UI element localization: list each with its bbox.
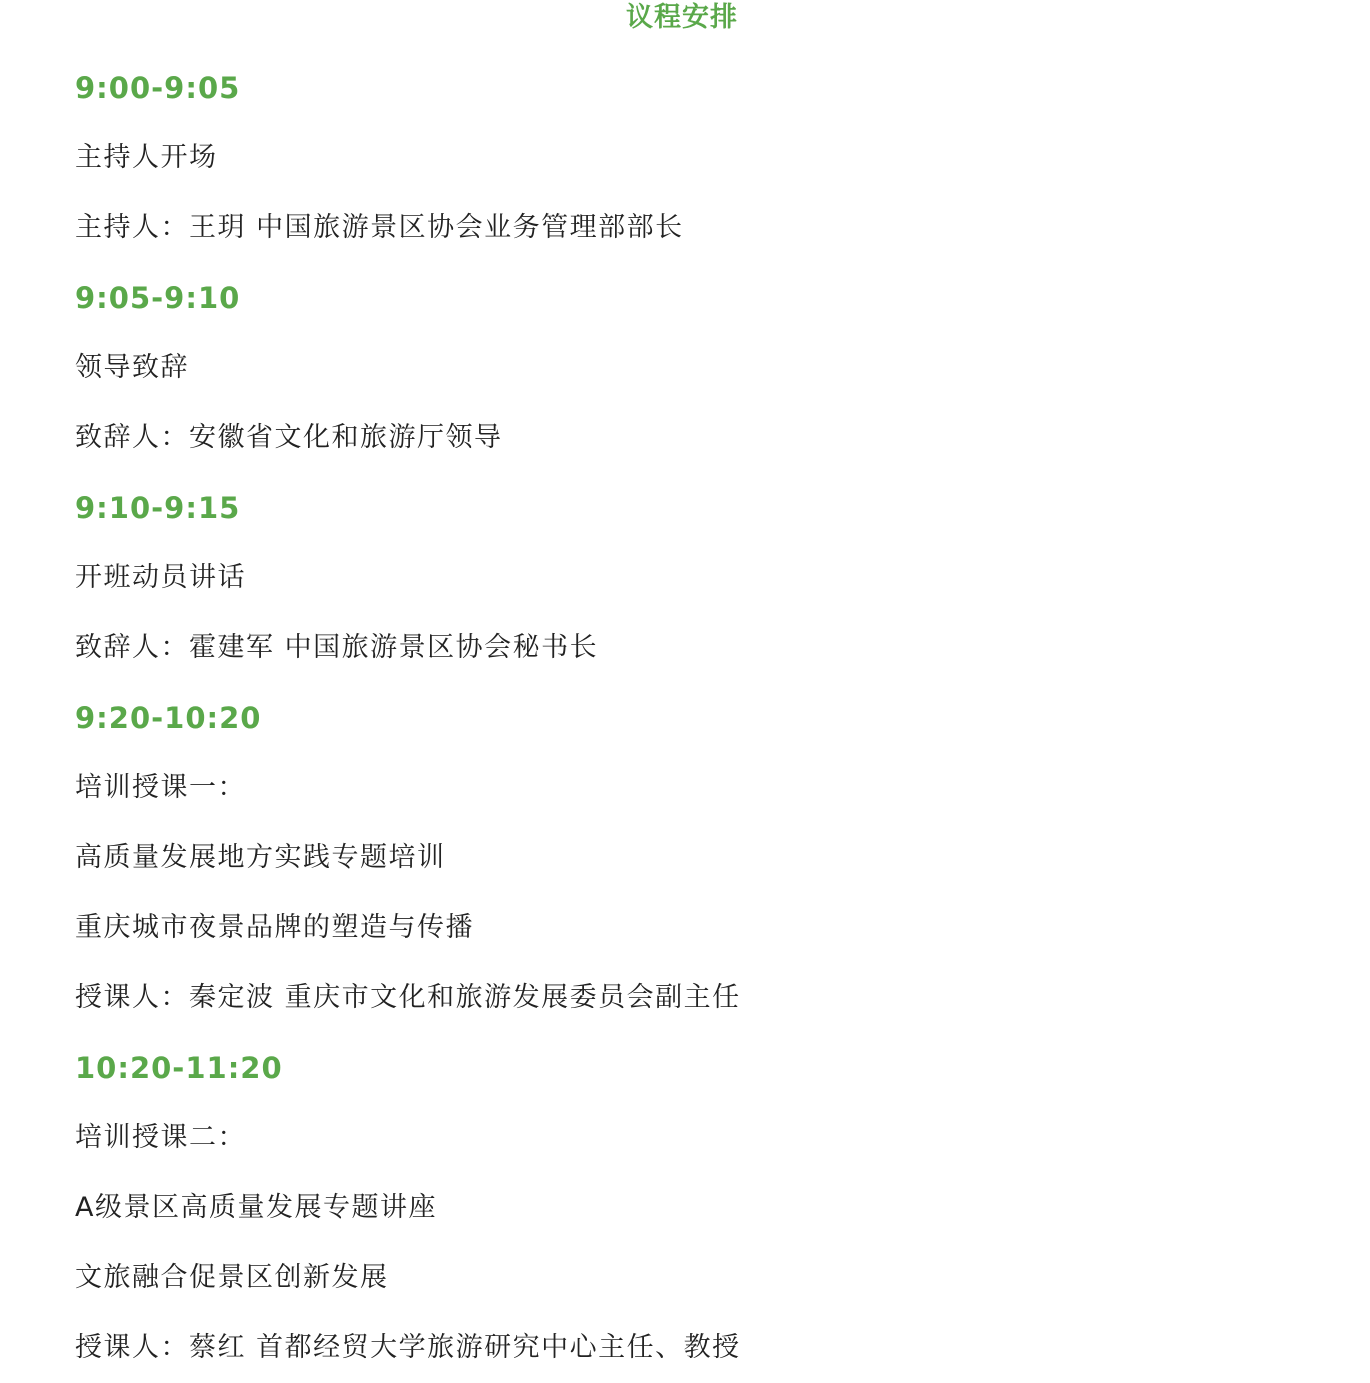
session-speaker: 授课人：蔡红 首都经贸大学旅游研究中心主任、教授 [75,1332,741,1363]
lecture-subtitle: 重庆城市夜景品牌的塑造与传播 [75,912,474,943]
lecture-title: 高质量发展地方实践专题培训 [75,842,446,873]
session-topic: 开班动员讲话 [75,562,246,593]
agenda-session [75,53,1335,263]
agenda-list [75,53,1335,1383]
session-speaker: 致辞人：霍建军 中国旅游景区协会秘书长 [75,632,599,663]
session-topic: 培训授课一： [75,772,246,803]
session-speaker: 授课人：秦定波 重庆市文化和旅游发展委员会副主任 [75,982,741,1013]
session-time: 9:10-9:15 [75,491,241,525]
session-time: 10:20-11:20 [75,1051,283,1085]
session-topic: 领导致辞 [75,352,189,383]
agenda-session [75,473,1335,683]
agenda-session [75,1033,1335,1383]
session-time: 9:20-10:20 [75,701,262,735]
session-speaker: 致辞人：安徽省文化和旅游厅领导 [75,422,503,453]
session-time: 9:05-9:10 [75,281,241,315]
agenda-session [75,683,1335,1033]
session-speaker: 主持人：王玥 中国旅游景区协会业务管理部部长 [75,212,684,243]
session-topic: 主持人开场 [75,142,218,173]
lecture-title: A级景区高质量发展专题讲座 [75,1192,437,1223]
agenda-session [75,263,1335,473]
lecture-subtitle: 文旅融合促景区创新发展 [75,1262,389,1293]
session-topic: 培训授课二： [75,1122,246,1153]
page-title: 议程安排 [626,2,738,33]
session-time: 9:00-9:05 [75,71,241,105]
